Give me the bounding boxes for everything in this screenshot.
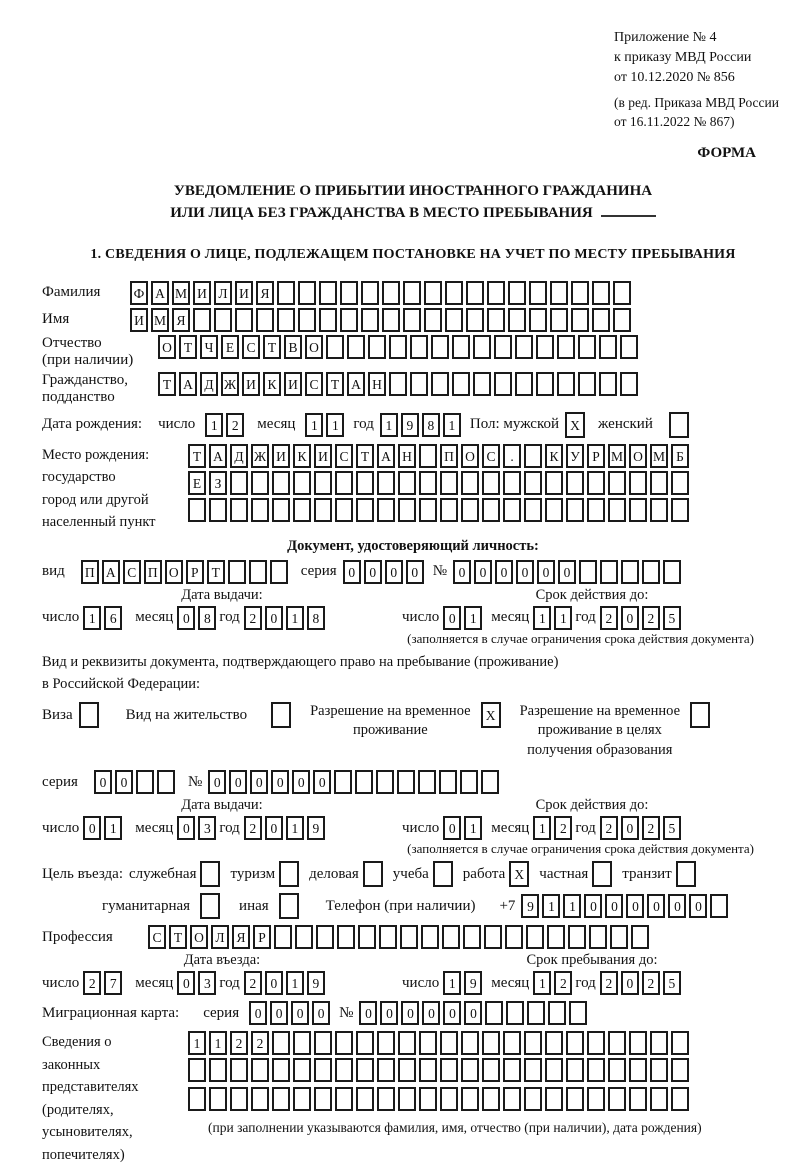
day-label: число bbox=[42, 819, 80, 836]
legal-rep-cells-block bbox=[188, 1031, 784, 1136]
given-name-cells[interactable]: И М Я bbox=[130, 308, 634, 332]
residence-valid-month-cells[interactable]: 1 2 bbox=[533, 816, 575, 840]
phone-label: Телефон (при наличии) bbox=[325, 897, 476, 914]
residence-issue-date-heading: Дата выдачи: bbox=[181, 797, 263, 814]
visit-purpose-row bbox=[42, 861, 784, 887]
visa-label: Виза bbox=[42, 706, 73, 723]
patronymic-label-line1: Отчество bbox=[42, 334, 102, 351]
purpose-other-checkbox[interactable] bbox=[279, 893, 302, 919]
doc-number-label: № bbox=[432, 563, 447, 580]
entry-year-cells[interactable]: 2 0 1 9 bbox=[244, 971, 328, 995]
purpose-other-label: иная bbox=[239, 897, 269, 914]
doc-type-label: вид bbox=[42, 563, 65, 580]
citizenship-label-line2: подданство bbox=[42, 388, 115, 405]
patronymic-label bbox=[42, 335, 158, 369]
purpose-second-row bbox=[42, 893, 784, 919]
residence-valid-until-row bbox=[402, 816, 782, 840]
purpose-official-label: служебная bbox=[128, 865, 197, 882]
purpose-private-label: частная bbox=[539, 865, 589, 882]
birth-day-cells[interactable]: 1 2 bbox=[205, 413, 247, 437]
purpose-tourism-checkbox[interactable] bbox=[279, 861, 302, 887]
citizenship-label-line1: Гражданство, bbox=[42, 371, 129, 388]
form-title-line2: ИЛИ ЛИЦА БЕЗ ГРАЖДАНСТВА В МЕСТО ПРЕБЫВАНИЯ bbox=[42, 202, 784, 225]
patronymic-cells[interactable]: О Т Ч Е С Т В О bbox=[158, 335, 641, 359]
citizenship-label bbox=[42, 372, 158, 406]
purpose-transit-checkbox[interactable] bbox=[676, 861, 699, 887]
migration-card-label: Миграционная карта: bbox=[42, 1004, 180, 1021]
day-label: число bbox=[42, 609, 80, 626]
residence-valid-year-cells[interactable]: 2 0 2 5 bbox=[600, 816, 684, 840]
sex-female-label: женский bbox=[598, 416, 653, 433]
visa-checkbox[interactable] bbox=[79, 702, 102, 728]
birthplace-row1-cells[interactable]: Т А Д Ж И К И С Т А Н П О С . К У Р М О М Б bbox=[188, 444, 692, 468]
title-underline bbox=[601, 203, 656, 217]
year-label: год bbox=[219, 609, 240, 626]
year-label: год bbox=[575, 819, 596, 836]
given-name-row bbox=[42, 308, 784, 332]
stay-until-row bbox=[402, 971, 782, 995]
birthplace-row3-cells[interactable] bbox=[188, 498, 692, 522]
visit-purpose-label: Цель въезда: bbox=[42, 865, 123, 882]
year-label: год bbox=[219, 974, 240, 991]
stay-day-cells[interactable]: 1 9 bbox=[443, 971, 485, 995]
doc-issue-month-cells[interactable]: 0 8 bbox=[177, 606, 219, 630]
month-label: месяц bbox=[491, 974, 530, 991]
citizenship-cells[interactable]: Т А Д Ж И К И С Т А Н bbox=[158, 372, 641, 396]
sex-female-checkbox[interactable] bbox=[669, 412, 692, 438]
birth-date-label: Дата рождения: bbox=[42, 416, 143, 433]
form-title bbox=[42, 180, 784, 225]
residence-valid-day-cells[interactable]: 0 1 bbox=[443, 816, 485, 840]
month-label: месяц bbox=[257, 416, 296, 433]
phone-cells[interactable]: 9 1 1 0 0 0 0 0 0 bbox=[521, 894, 731, 918]
residence-doc-line1: Вид и реквизиты документа, подтверждающего право на пребывание (проживание) bbox=[42, 653, 559, 670]
series-label: серия bbox=[42, 773, 78, 790]
birthplace-cells-block bbox=[188, 444, 784, 527]
entry-dates-block bbox=[42, 952, 784, 995]
legal-rep-row2-cells[interactable] bbox=[188, 1058, 692, 1082]
temp-residence-edu-checkbox[interactable] bbox=[690, 702, 713, 728]
surname-label: Фамилия bbox=[42, 284, 101, 301]
doc-issue-date-heading: Дата выдачи: bbox=[181, 586, 263, 603]
migration-card-row bbox=[42, 1001, 784, 1025]
purpose-work-checkbox[interactable]: X bbox=[509, 861, 532, 887]
number-label: № bbox=[187, 773, 203, 790]
purpose-work-label: работа bbox=[462, 865, 506, 882]
year-label: год bbox=[219, 819, 240, 836]
year-label: год bbox=[353, 416, 374, 433]
form-label: ФОРМА bbox=[697, 144, 756, 161]
doc-number-cells[interactable]: 0 0 0 0 0 0 bbox=[453, 560, 684, 584]
purpose-study-checkbox[interactable] bbox=[433, 861, 456, 887]
residence-series-cells[interactable]: 0 0 bbox=[94, 770, 178, 794]
residence-valid-until-heading: Срок действия до: bbox=[535, 797, 649, 814]
residence-permit-label: Вид на жительство bbox=[125, 706, 248, 723]
purpose-private-checkbox[interactable] bbox=[592, 861, 615, 887]
doc-series-label: серия bbox=[300, 563, 337, 580]
appendix-line: Приложение № 4 bbox=[614, 30, 717, 45]
temp-residence-checkbox[interactable]: X bbox=[481, 702, 504, 728]
form-title-line1: УВЕДОМЛЕНИЕ О ПРИБЫТИИ ИНОСТРАННОГО ГРАЖДАНИНА bbox=[173, 182, 653, 199]
doc-type-row bbox=[42, 560, 784, 584]
month-label: месяц bbox=[135, 819, 174, 836]
temp-residence-edu-label: Разрешение на временное проживание в целях получения образования bbox=[519, 702, 681, 758]
residence-restriction-note: (заполняется в случае ограничения срока действия документа) bbox=[407, 841, 754, 857]
residence-issue-date-row bbox=[42, 816, 402, 840]
purpose-transit-label: транзит bbox=[622, 865, 672, 882]
doc-valid-month-cells[interactable]: 1 1 bbox=[533, 606, 575, 630]
migration-series-cells[interactable]: 0 0 0 0 bbox=[249, 1001, 333, 1025]
year-label: год bbox=[575, 974, 596, 991]
doc-issue-year-cells[interactable]: 2 0 1 8 bbox=[244, 606, 328, 630]
profession-label: Профессия bbox=[42, 928, 113, 945]
day-label: число bbox=[42, 974, 80, 991]
doc-issue-date-row bbox=[42, 606, 402, 630]
given-name-label: Имя bbox=[42, 311, 70, 328]
purpose-business-checkbox[interactable] bbox=[363, 861, 386, 887]
birthplace-label-line2: государство bbox=[42, 469, 116, 486]
residence-issue-day-cells[interactable]: 0 1 bbox=[83, 816, 125, 840]
purpose-tourism-label: туризм bbox=[230, 865, 276, 882]
doc-valid-year-cells[interactable]: 2 0 2 5 bbox=[600, 606, 684, 630]
identity-doc-heading: Документ, удостоверяющий личность: bbox=[287, 537, 539, 554]
appendix-edit-line: (в ред. Приказа МВД России bbox=[614, 94, 779, 110]
surname-cells[interactable]: Ф А М И Л И Я bbox=[130, 281, 634, 305]
residence-issue-year-cells[interactable]: 2 0 1 9 bbox=[244, 816, 328, 840]
purpose-study-label: учеба bbox=[392, 865, 429, 882]
entry-date-heading: Дата въезда: bbox=[183, 952, 261, 969]
birthplace-label-line1: Место рождения: bbox=[42, 446, 150, 463]
profession-row bbox=[42, 925, 784, 949]
number-label: № bbox=[339, 1004, 354, 1021]
residence-number-cells[interactable]: 0 0 0 0 0 0 bbox=[208, 770, 502, 794]
day-label: число bbox=[402, 974, 440, 991]
residence-dates-block bbox=[42, 797, 784, 840]
purpose-official-checkbox[interactable] bbox=[200, 861, 223, 887]
month-label: месяц bbox=[491, 609, 530, 626]
doc-type-cells[interactable]: П А С П О Р Т bbox=[81, 560, 291, 584]
appendix-edit-line: от 16.11.2022 № 867) bbox=[614, 113, 735, 129]
appendix-line: от 10.12.2020 № 856 bbox=[614, 69, 735, 85]
phone-prefix: +7 bbox=[499, 897, 516, 914]
patronymic-label-line2: (при наличии) bbox=[42, 351, 134, 368]
purpose-business-label: деловая bbox=[309, 865, 359, 882]
year-label: год bbox=[575, 609, 596, 626]
profession-cells[interactable]: С Т О Л Я Р bbox=[148, 925, 652, 949]
birthplace-label-line4: населенный пункт bbox=[42, 514, 156, 531]
section1-heading: 1. СВЕДЕНИЯ О ЛИЦЕ, ПОДЛЕЖАЩЕМ ПОСТАНОВКЕ НА УЧЕТ ПО МЕСТУ ПРЕБЫВАНИЯ bbox=[90, 246, 736, 262]
citizenship-row bbox=[42, 372, 784, 406]
month-label: месяц bbox=[491, 819, 530, 836]
doc-valid-day-cells[interactable]: 0 1 bbox=[443, 606, 485, 630]
surname-row bbox=[42, 281, 784, 305]
residence-doc-series-row bbox=[42, 770, 784, 794]
legal-rep-row3-cells[interactable] bbox=[188, 1087, 692, 1111]
birthplace-row2-cells[interactable]: Е З bbox=[188, 471, 692, 495]
month-label: месяц bbox=[135, 974, 174, 991]
migration-number-cells[interactable]: 0 0 0 0 0 0 bbox=[359, 1001, 590, 1025]
temp-residence-label: Разрешение на временное проживание bbox=[310, 702, 471, 739]
month-label: месяц bbox=[135, 609, 174, 626]
doc-series-cells[interactable]: 0 0 0 0 bbox=[343, 560, 427, 584]
series-label: серия bbox=[203, 1004, 240, 1021]
stay-until-heading: Срок пребывания до: bbox=[526, 952, 658, 969]
legal-rep-row1-cells[interactable]: 1 1 2 2 bbox=[188, 1031, 692, 1055]
sex-male-label: Пол: мужской bbox=[469, 416, 560, 433]
birthplace-block bbox=[42, 444, 784, 534]
residence-doc-line2: в Российской Федерации: bbox=[42, 676, 201, 693]
residence-doc-type-row bbox=[42, 702, 784, 761]
stay-year-cells[interactable]: 2 0 2 5 bbox=[600, 971, 684, 995]
stay-month-cells[interactable]: 1 2 bbox=[533, 971, 575, 995]
appendix-header bbox=[614, 28, 800, 131]
doc-restriction-note: (заполняется в случае ограничения срока действия документа) bbox=[407, 630, 754, 646]
sex-male-checkbox[interactable]: X bbox=[565, 412, 588, 438]
doc-issue-day-cells[interactable]: 1 6 bbox=[83, 606, 125, 630]
birthplace-label bbox=[42, 444, 188, 534]
entry-month-cells[interactable]: 0 3 bbox=[177, 971, 219, 995]
birth-month-cells[interactable]: 1 1 bbox=[305, 413, 347, 437]
residence-permit-checkbox[interactable] bbox=[271, 702, 294, 728]
day-label: число bbox=[158, 416, 196, 433]
entry-day-cells[interactable]: 2 7 bbox=[83, 971, 125, 995]
patronymic-row bbox=[42, 335, 784, 369]
birth-date-row bbox=[42, 412, 784, 438]
appendix-line: к приказу МВД России bbox=[614, 49, 752, 65]
birthplace-label-line3: город или другой bbox=[42, 491, 149, 508]
legal-rep-note: (при заполнении указываются фамилия, имя, отчество (при наличии), дата рождения) bbox=[208, 1120, 702, 1136]
doc-valid-until-heading: Срок действия до: bbox=[535, 586, 649, 603]
residence-issue-month-cells[interactable]: 0 3 bbox=[177, 816, 219, 840]
day-label: число bbox=[402, 609, 440, 626]
doc-valid-until-row bbox=[402, 606, 782, 630]
purpose-humanitarian-checkbox[interactable] bbox=[200, 893, 223, 919]
entry-date-row bbox=[42, 971, 402, 995]
doc-dates-block bbox=[42, 587, 784, 630]
legal-rep-label: Сведения о законных представителях (родителях, усыновителях, попечителях) bbox=[42, 1034, 139, 1163]
purpose-humanitarian-label: гуманитарная bbox=[102, 897, 191, 914]
day-label: число bbox=[402, 819, 440, 836]
birth-year-cells[interactable]: 1 9 8 1 bbox=[380, 413, 464, 437]
legal-rep-block bbox=[42, 1031, 784, 1163]
